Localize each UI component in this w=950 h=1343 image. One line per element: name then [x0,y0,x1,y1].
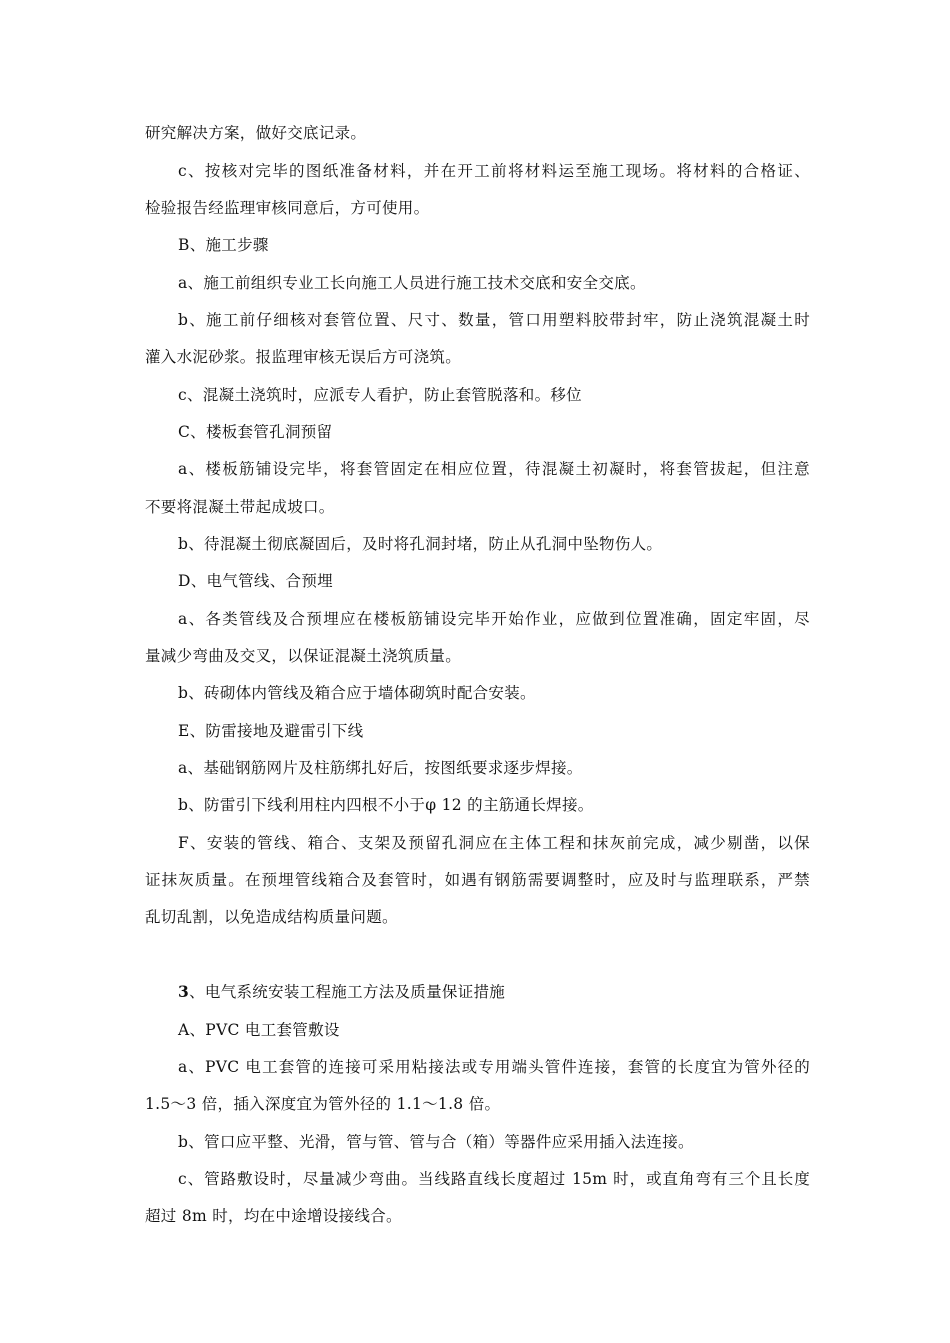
section-heading: E、防雷接地及避雷引下线 [178,722,364,740]
text-line: 检验报告经监理审核同意后，方可使用。 [145,199,430,217]
section-heading: C、楼板套管孔洞预留 [178,423,333,441]
text-line: c、按核对完毕的图纸准备材料，并在开工前将材料运至施工现场。将材料的合格证、 [178,162,810,180]
text-line: a、楼板筋铺设完毕，将套管固定在相应位置，待混凝土初凝时，将套管拔起，但注意 [178,460,810,478]
text-line: c、混凝土浇筑时，应派专人看护，防止套管脱落和。移位 [178,386,582,404]
section-heading: D、电气管线、合预埋 [178,572,333,590]
text-line: 不要将混凝土带起成坡口。 [145,498,335,516]
text-line: 乱切乱割，以免造成结构质量问题。 [145,908,398,926]
text-line: 超过 8m 时，均在中途增设接线合。 [145,1207,402,1225]
text-line: a、施工前组织专业工长向施工人员进行施工技术交底和安全交底。 [178,274,646,292]
text-line: b、管口应平整、光滑，管与管、管与合（箱）等器件应采用插入法连接。 [178,1133,694,1151]
text-line: 1.5～3 倍，插入深度宜为管外径的 1.1～1.8 倍。 [145,1095,501,1113]
text-line: b、待混凝土彻底凝固后，及时将孔洞封堵，防止从孔洞中坠物伤人。 [178,535,663,553]
section-title-text: 、电气系统安装工程施工方法及质量保证措施 [189,983,506,1001]
text-line: 研究解决方案，做好交底记录。 [145,124,367,142]
text-line: a、PVC 电工套管的连接可采用粘接法或专用端头管件连接，套管的长度宜为管外径的 [178,1058,810,1076]
text-line: 量减少弯曲及交叉，以保证混凝土浇筑质量。 [145,647,462,665]
text-line: a、各类管线及合预埋应在楼板筋铺设完毕开始作业，应做到位置准确，固定牢固，尽 [178,610,810,628]
text-line: c、管路敷设时，尽量减少弯曲。当线路直线长度超过 15m 时，或直角弯有三个且长度 [178,1170,810,1188]
section-number: 3 [178,982,190,1001]
text-line: a、基础钢筋网片及柱筋绑扎好后，按图纸要求逐步焊接。 [178,759,583,777]
section-heading: A、PVC 电工套管敷设 [178,1021,340,1039]
text-line: b、施工前仔细核对套管位置、尺寸、数量，管口用塑料胶带封牢，防止浇筑混凝土时 [178,311,810,329]
text-line: 证抹灰质量。在预埋管线箱合及套管时，如遇有钢筋需要调整时，应及时与监理联系，严禁 [145,871,810,889]
section-heading: B、施工步骤 [178,236,269,254]
text-line: b、防雷引下线利用柱内四根不小于φ 12 的主筋通长焊接。 [178,796,594,814]
text-line: F、安装的管线、箱合、支架及预留孔洞应在主体工程和抹灰前完成，减少剔凿，以保 [178,834,810,852]
text-line: 灌入水泥砂浆。报监理审核无误后方可浇筑。 [145,348,462,366]
section-title [178,981,810,1003]
text-line: b、砖砌体内管线及箱合应于墙体砌筑时配合安装。 [178,684,536,702]
